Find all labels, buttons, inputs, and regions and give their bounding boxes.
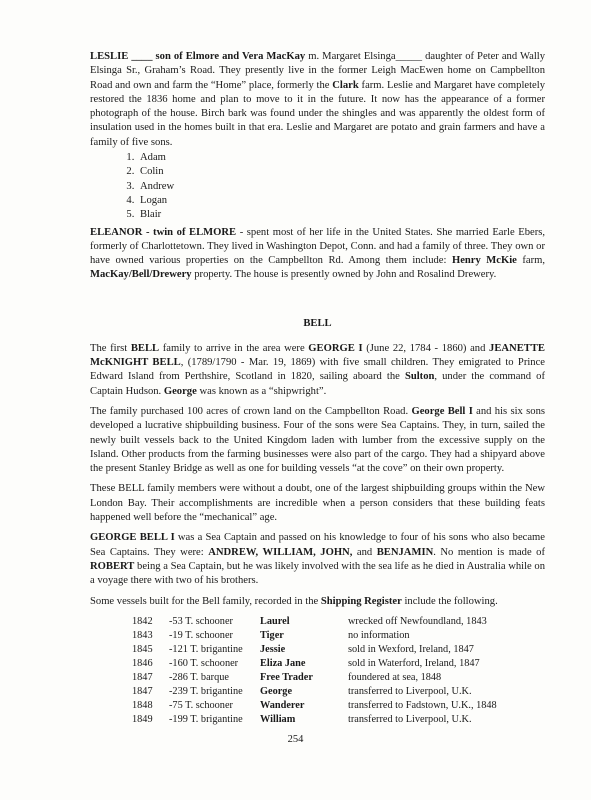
vessel-tonnage: -199 T. brigantine <box>169 713 243 725</box>
bell-text: include the following. <box>401 595 498 607</box>
page-content <box>90 50 545 727</box>
eleanor-text: - spent most of her life in the United States. She married Earle Ebers, formerly of Charlottetown. They lived in Washington Depot, Conn. and had a family of three. They own or have owned various properties on the Campbellton Rd. Among them include: <box>90 226 546 267</box>
bell-text: and <box>352 546 377 558</box>
leslie-text: m. Margaret Elsinga <box>305 51 396 62</box>
bell-text: being a Sea Captain, but he was likely involved with the sea life as he died in Australia while on a voyage there with two of his brothers. <box>90 560 545 587</box>
vessel-tonnage: -121 T. brigantine <box>169 643 243 655</box>
table-row <box>132 713 497 727</box>
bell-text: , (1789/1790 - Mar. 19, 1869) with five small children. They emigrated to Prince Edward Island from Perthshire, Scotland in 1820, sailing aboard the <box>90 357 546 383</box>
section-title: BELL <box>303 317 332 329</box>
spouse-blank: _____ <box>395 51 423 62</box>
bell-paragraph-4 <box>90 531 545 588</box>
vessel-year: 1849 <box>132 713 153 725</box>
bell-paragraph-3: These BELL family members were without a doubt, one of the largest shipbuilding groups within the New London Bay. Their accomplishments are incredible when a person considers that these building feats happened well before the “mechanical” age. <box>90 483 545 524</box>
vessel-fate: sold in Wexford, Ireland, 1847 <box>348 643 474 655</box>
bell-text: was a Sea Captain and passed on his knowledge to four of his sons who also became Sea Captains. They were: <box>90 532 545 558</box>
vessel-year: 1843 <box>132 629 153 641</box>
table-row <box>132 615 497 629</box>
bell-bold: George <box>163 385 197 397</box>
vessel-year: 1842 <box>132 615 153 627</box>
vessel-year: 1846 <box>132 657 153 669</box>
leslie-name: LESLIE <box>90 51 129 62</box>
leslie-parents: son of Elmore and Vera MacKay <box>155 51 306 62</box>
vessel-name: William <box>260 713 296 725</box>
bell-text: , under the command of Captain Hudson. <box>90 371 545 397</box>
vessel-fate: sold in Waterford, Ireland, 1847 <box>348 657 480 669</box>
eleanor-text: farm, <box>516 255 546 267</box>
bell-bold: George Bell I <box>411 405 473 417</box>
vessel-fate: no information <box>348 629 410 641</box>
eleanor-heading: ELEANOR - twin of ELMORE <box>90 226 237 238</box>
vessel-fate: transferred to Fadstown, U.K., 1848 <box>348 699 497 711</box>
bell-text: The first <box>90 342 131 354</box>
bell-bold: Sulton <box>404 371 435 383</box>
vessel-tonnage: -239 T. brigantine <box>169 685 243 697</box>
bell-text: was known as a “shipwright”. <box>196 385 327 397</box>
vessel-year: 1845 <box>132 643 153 655</box>
table-row <box>132 643 497 657</box>
vessel-name: Jessie <box>260 643 286 655</box>
vessel-fate: transferred to Liverpool, U.K. <box>348 685 472 697</box>
vessel-name: Eliza Jane <box>260 657 306 669</box>
vessels-table <box>132 615 497 727</box>
vessel-name: Laurel <box>260 615 290 627</box>
leslie-text: farm. Leslie and Margaret have completely restored the 1836 home and plan to move to it in the future. It now has the appearance of a former photograph of the house. Birch bark was found under the shingles and was apparently the oldest form of insulation used in the homes built in that era. Leslie and Margaret are potato and grain farmers and have a family of five sons. <box>90 79 545 148</box>
table-row <box>132 629 497 643</box>
page-number: 254 <box>287 734 304 745</box>
table-row <box>132 699 497 713</box>
vessel-name: Free Trader <box>260 671 313 683</box>
list-item: 2. Colin <box>137 165 545 179</box>
bell-text: Some vessels built for the Bell family, recorded in the <box>90 595 321 607</box>
bell-text: (June 22, 1784 - 1860) and <box>362 342 490 354</box>
bell-text: The family purchased 100 acres of crown land on the Campbellton Road. <box>90 405 412 417</box>
vessel-name: George <box>260 685 293 697</box>
sons-list <box>90 151 545 222</box>
bell-bold: BELL <box>130 342 160 354</box>
bell-bold: ROBERT <box>90 560 135 572</box>
vessel-year: 1847 <box>132 671 153 683</box>
leslie-text: daughter of Peter and Wally Elsinga Sr., Graham’s Road. They presently live in the former Leigh MacEwen home on Campbellton Road and own and farm the “Home” place, formerly the <box>90 51 545 91</box>
eleanor-text: property. The house is presently owned by John and Rosalind Drewery. <box>191 269 497 281</box>
vessel-tonnage: -160 T. schooner <box>169 657 239 669</box>
bell-bold: GEORGE I <box>308 342 363 354</box>
table-row <box>132 657 497 671</box>
bell-text: . No mention is made of <box>433 546 546 558</box>
list-item: 4. Logan <box>137 194 545 208</box>
table-row <box>132 685 497 699</box>
bell-paragraph-5 <box>90 595 545 609</box>
vessel-fate: transferred to Liverpool, U.K. <box>348 713 472 725</box>
bell-paragraph-1 <box>90 342 545 399</box>
leslie-blank: ____ <box>131 51 153 62</box>
vessel-fate: foundered at sea, 1848 <box>348 671 442 683</box>
list-item: 3. Andrew <box>137 180 545 194</box>
vessel-year: 1847 <box>132 685 153 697</box>
bell-bold: BENJAMIN <box>376 546 434 558</box>
vessel-tonnage: -53 T. schooner <box>169 615 233 627</box>
eleanor-bold: Henry McKie <box>451 255 517 267</box>
vessel-year: 1848 <box>132 699 153 711</box>
bell-bold: ANDREW, WILLIAM, JOHN, <box>208 546 353 558</box>
vessel-tonnage: -75 T. schooner <box>169 699 233 711</box>
eleanor-paragraph <box>90 226 545 283</box>
clark-name: Clark <box>332 79 359 91</box>
list-item: 1. Adam <box>137 151 545 165</box>
eleanor-bold: MacKay/Bell/Drewery <box>90 269 192 281</box>
vessel-name: Wanderer <box>260 699 305 711</box>
table-row <box>132 671 497 685</box>
bell-bold: JEANETTE McKNIGHT BELL <box>90 342 545 369</box>
list-item: 5. Blair <box>137 208 545 222</box>
bell-text: family to arrive in the area were <box>159 342 309 354</box>
vessel-fate: wrecked off Newfoundland, 1843 <box>348 615 487 627</box>
bell-text: and his six sons developed a lucrative shipbuilding business. Four of the sons were Sea Captains. They, in turn, sailed the newly built vessels back to the United Kingdom laden with lumber from the excessive supply on the Island. Other products from the farming businesses were also part of the cargo. They had a shipyard above the present Stanley Bridge as well as one for building vessels “at the cove” on their own property. <box>90 405 545 475</box>
bell-bold: GEORGE BELL I <box>90 532 175 544</box>
vessel-tonnage: -19 T. schooner <box>169 629 233 641</box>
vessel-tonnage: -286 T. barque <box>169 671 229 683</box>
bell-paragraph-2 <box>90 405 545 476</box>
vessel-name: Tiger <box>260 629 284 641</box>
leslie-paragraph <box>90 50 545 150</box>
bell-bold: Shipping Register <box>320 595 402 607</box>
